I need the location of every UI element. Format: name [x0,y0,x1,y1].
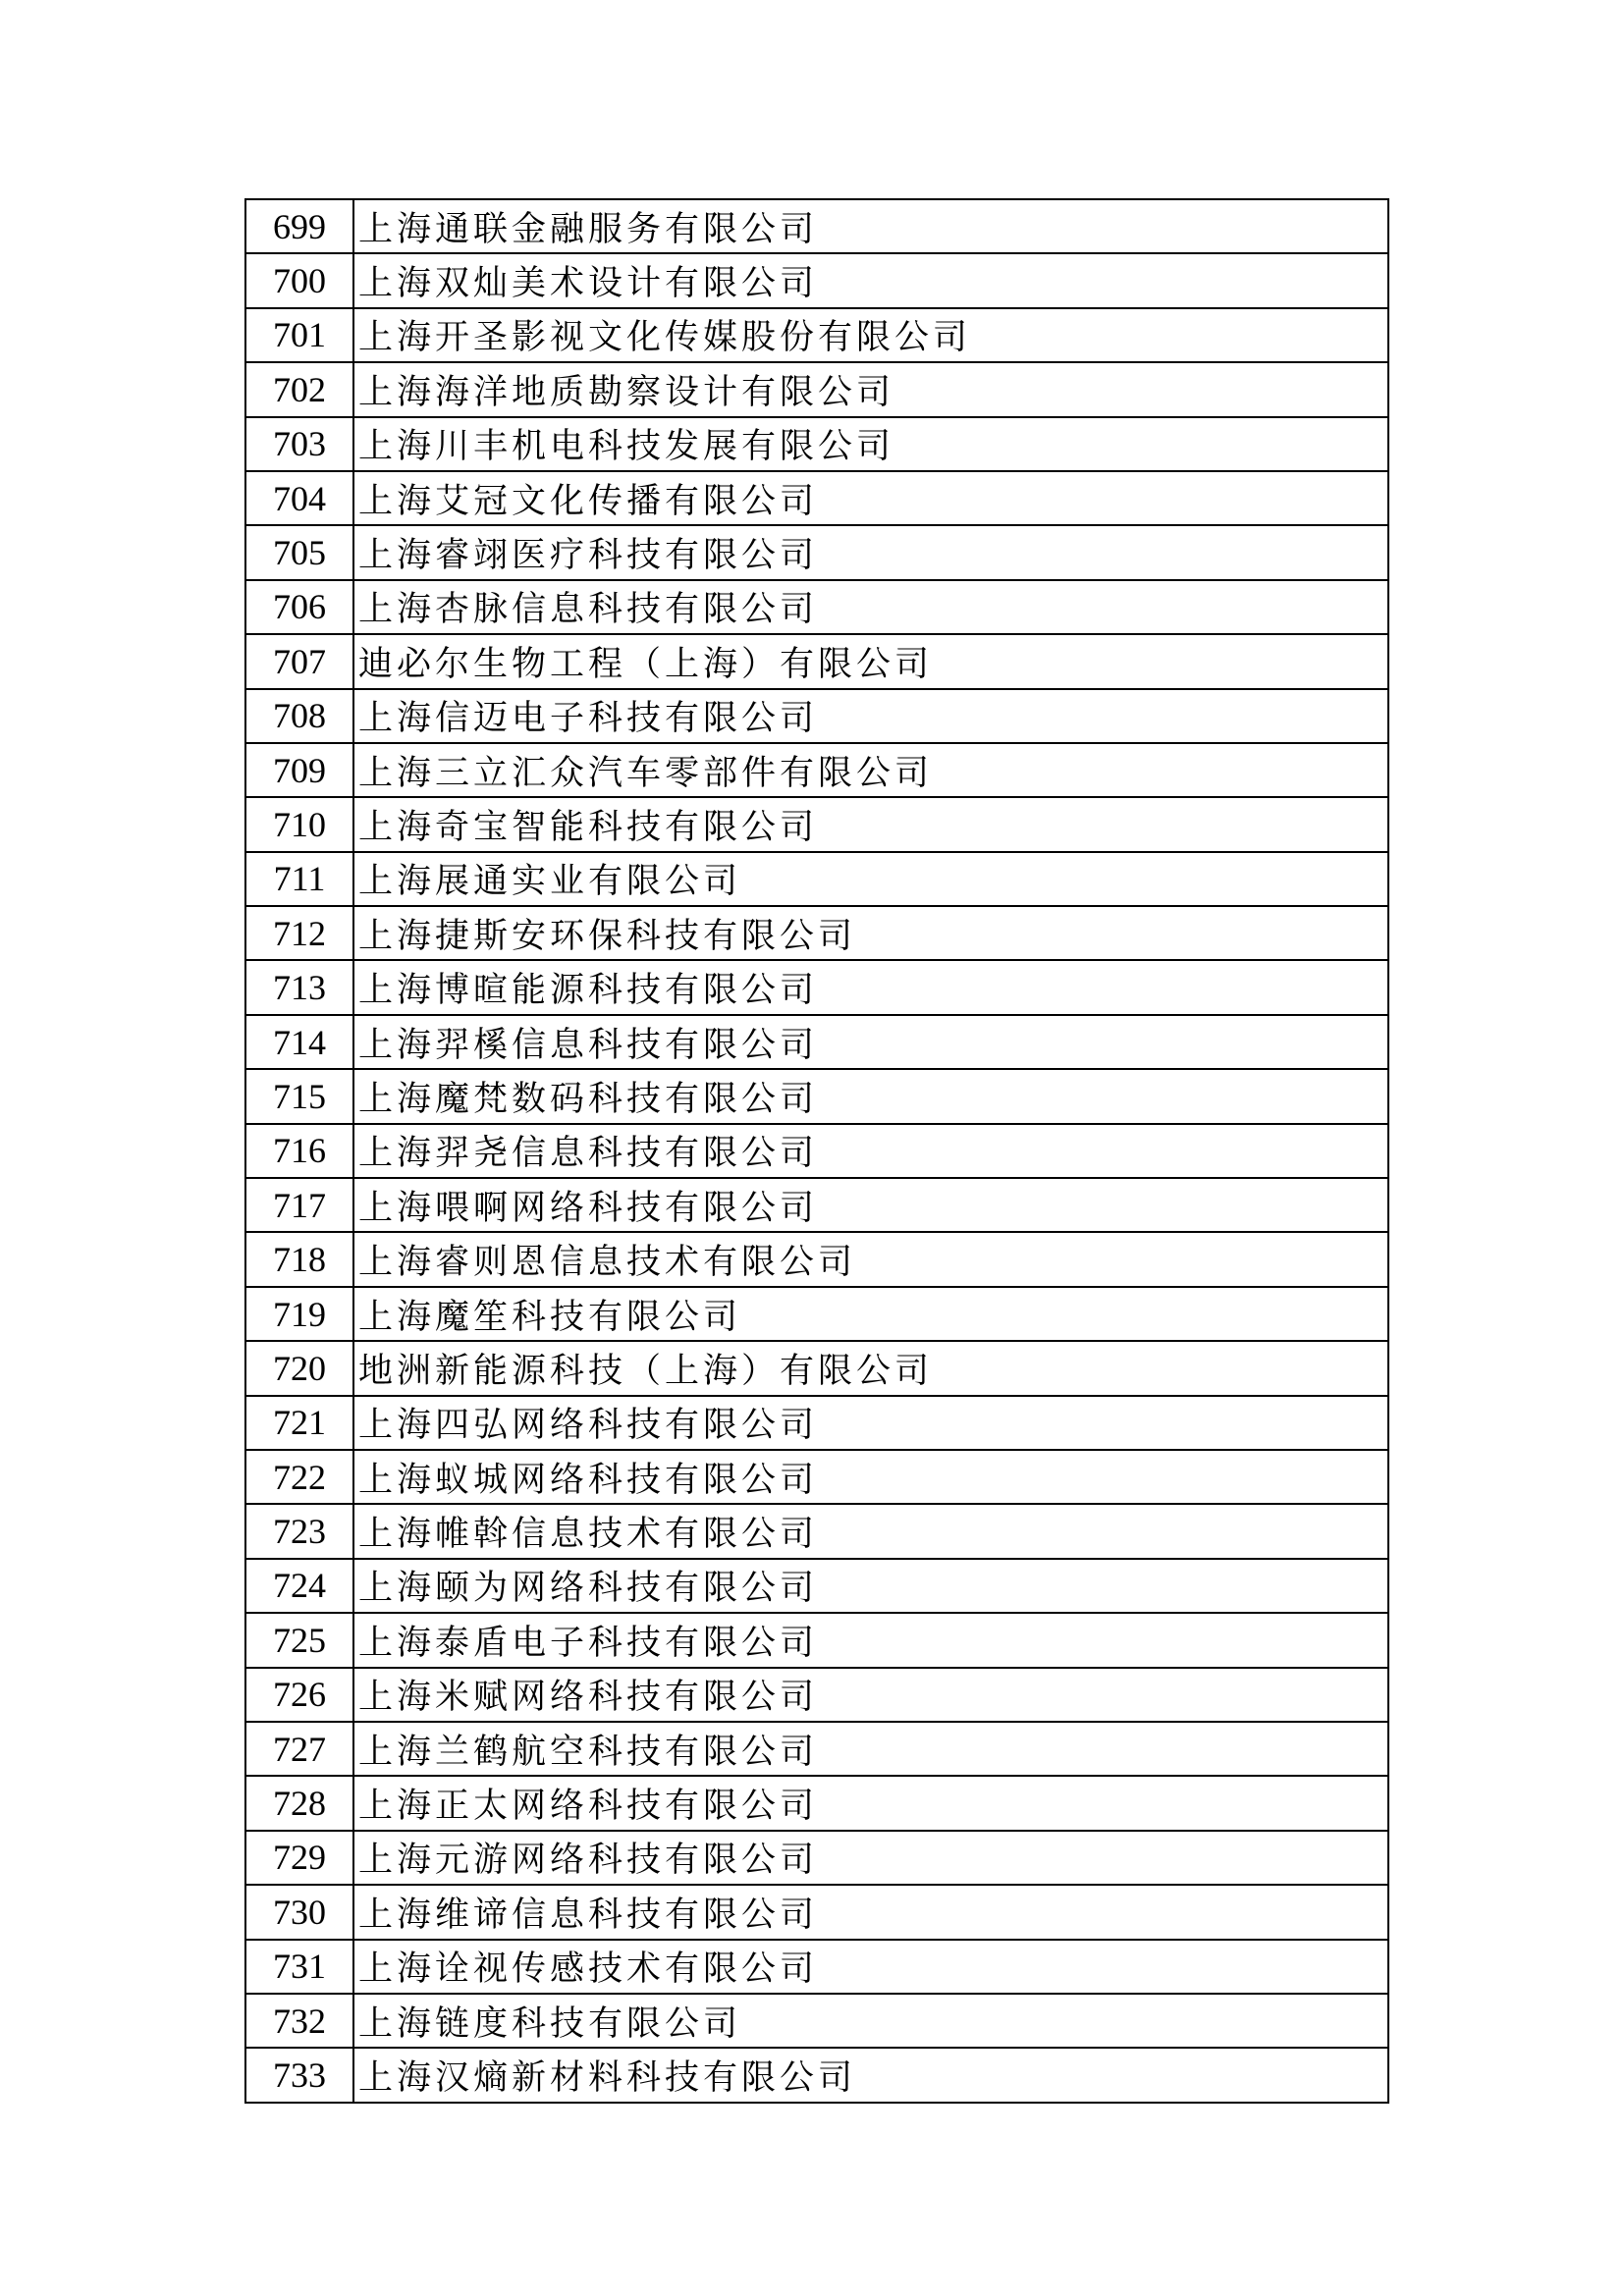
row-number-cell: 720 [245,1341,353,1395]
row-number-cell: 712 [245,906,353,960]
row-number-cell: 704 [245,471,353,525]
company-name-cell: 上海兰鹤航空科技有限公司 [353,1722,1388,1776]
table-row [245,634,1388,688]
company-name-cell: 上海诠视传感技术有限公司 [353,1940,1388,1994]
row-number-cell: 700 [245,253,353,307]
row-number-cell: 719 [245,1287,353,1341]
table-row [245,362,1388,416]
table-row [245,960,1388,1014]
company-name-cell: 上海羿榽信息科技有限公司 [353,1015,1388,1069]
company-name-cell: 上海喂啊网络科技有限公司 [353,1178,1388,1232]
table-row [245,1559,1388,1613]
table-row [245,1069,1388,1123]
row-number-cell: 716 [245,1124,353,1178]
table-row [245,1668,1388,1722]
company-name-cell: 上海正太网络科技有限公司 [353,1776,1388,1830]
company-name-cell: 上海汉熵新材料科技有限公司 [353,2048,1388,2102]
company-name-cell: 上海羿尧信息科技有限公司 [353,1124,1388,1178]
row-number-cell: 731 [245,1940,353,1994]
company-name-cell: 上海奇宝智能科技有限公司 [353,797,1388,851]
row-number-cell: 708 [245,689,353,743]
table-row [245,471,1388,525]
table-row [245,1124,1388,1178]
row-number-cell: 709 [245,743,353,797]
row-number-cell: 722 [245,1450,353,1504]
company-name-cell: 上海三立汇众汽车零部件有限公司 [353,743,1388,797]
row-number-cell: 701 [245,308,353,362]
row-number-cell: 723 [245,1504,353,1558]
row-number-cell: 718 [245,1232,353,1286]
company-name-cell: 上海魔笙科技有限公司 [353,1287,1388,1341]
table-row [245,1613,1388,1667]
row-number-cell: 726 [245,1668,353,1722]
company-name-cell: 上海魔梵数码科技有限公司 [353,1069,1388,1123]
company-name-cell: 上海米赋网络科技有限公司 [353,1668,1388,1722]
company-name-cell: 上海帷斡信息技术有限公司 [353,1504,1388,1558]
table-row [245,417,1388,471]
company-name-cell: 地洲新能源科技（上海）有限公司 [353,1341,1388,1395]
row-number-cell: 724 [245,1559,353,1613]
company-name-cell: 上海颐为网络科技有限公司 [353,1559,1388,1613]
table-row [245,1396,1388,1450]
table-row [245,1287,1388,1341]
row-number-cell: 717 [245,1178,353,1232]
row-number-cell: 702 [245,362,353,416]
row-number-cell: 732 [245,1994,353,2048]
table-row [245,1341,1388,1395]
row-number-cell: 733 [245,2048,353,2102]
table-row [245,1232,1388,1286]
row-number-cell: 715 [245,1069,353,1123]
company-name-cell: 迪必尔生物工程（上海）有限公司 [353,634,1388,688]
row-number-cell: 707 [245,634,353,688]
company-name-cell: 上海维谛信息科技有限公司 [353,1885,1388,1939]
company-name-cell: 上海元游网络科技有限公司 [353,1831,1388,1885]
company-list-table [244,198,1389,2104]
table-row [245,1940,1388,1994]
company-list-body [245,199,1388,2103]
table-row [245,743,1388,797]
row-number-cell: 699 [245,199,353,253]
company-name-cell: 上海蚁城网络科技有限公司 [353,1450,1388,1504]
company-name-cell: 上海海洋地质勘察设计有限公司 [353,362,1388,416]
company-name-cell: 上海川丰机电科技发展有限公司 [353,417,1388,471]
company-name-cell: 上海开圣影视文化传媒股份有限公司 [353,308,1388,362]
company-name-cell: 上海艾冠文化传播有限公司 [353,471,1388,525]
row-number-cell: 730 [245,1885,353,1939]
table-row [245,580,1388,634]
table-row [245,852,1388,906]
company-name-cell: 上海展通实业有限公司 [353,852,1388,906]
row-number-cell: 729 [245,1831,353,1885]
company-name-cell: 上海杏脉信息科技有限公司 [353,580,1388,634]
table-row [245,1722,1388,1776]
company-name-cell: 上海通联金融服务有限公司 [353,199,1388,253]
company-name-cell: 上海泰盾电子科技有限公司 [353,1613,1388,1667]
company-name-cell: 上海睿翊医疗科技有限公司 [353,525,1388,579]
table-row [245,1776,1388,1830]
row-number-cell: 710 [245,797,353,851]
table-row [245,199,1388,253]
table-row [245,1504,1388,1558]
row-number-cell: 711 [245,852,353,906]
table-row [245,1885,1388,1939]
table-row [245,689,1388,743]
table-row [245,308,1388,362]
row-number-cell: 705 [245,525,353,579]
company-name-cell: 上海双灿美术设计有限公司 [353,253,1388,307]
table-row [245,1994,1388,2048]
table-row [245,1015,1388,1069]
row-number-cell: 725 [245,1613,353,1667]
company-name-cell: 上海链度科技有限公司 [353,1994,1388,2048]
company-name-cell: 上海四弘网络科技有限公司 [353,1396,1388,1450]
table-row [245,253,1388,307]
table-row [245,2048,1388,2102]
table-row [245,1178,1388,1232]
table-row [245,525,1388,579]
row-number-cell: 706 [245,580,353,634]
table-row [245,906,1388,960]
table-row [245,1450,1388,1504]
row-number-cell: 713 [245,960,353,1014]
row-number-cell: 721 [245,1396,353,1450]
row-number-cell: 703 [245,417,353,471]
company-name-cell: 上海博暄能源科技有限公司 [353,960,1388,1014]
table-row [245,797,1388,851]
row-number-cell: 714 [245,1015,353,1069]
row-number-cell: 728 [245,1776,353,1830]
company-name-cell: 上海捷斯安环保科技有限公司 [353,906,1388,960]
table-row [245,1831,1388,1885]
company-name-cell: 上海信迈电子科技有限公司 [353,689,1388,743]
row-number-cell: 727 [245,1722,353,1776]
company-name-cell: 上海睿则恩信息技术有限公司 [353,1232,1388,1286]
